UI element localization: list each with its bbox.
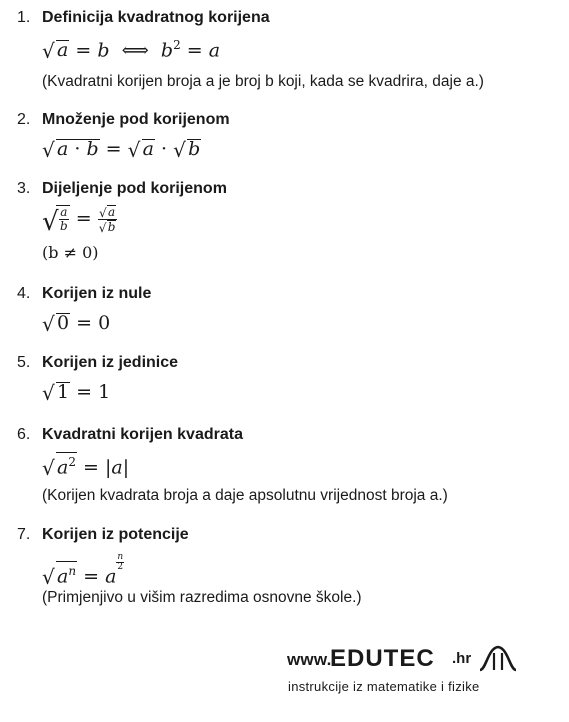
item-title: Definicija kvadratnog korijena [42,9,270,26]
item-note: (Kvadratni korijen broja a je broj b koji, kada se kvadrira, daje a.) [42,73,484,90]
item-number: 2. [17,111,31,128]
item-note: (Primjenjivo u višim razredima osnovne škole.) [42,589,362,606]
brand-tagline: instrukcije iz matematike i fizike [288,679,480,694]
bell-curve-logo-icon [478,644,518,672]
item-title: Kvadratni korijen kvadrata [42,426,243,443]
brand-tld: .hr [452,650,472,667]
formula: √ a · b = √ a · √ b [42,138,201,162]
formula: √ $a^n = a$ $^{\frac{n}{2}}$ [42,552,124,590]
brand-www: www. [287,650,332,669]
item-title: Korijen iz potencije [42,526,189,543]
formula: √ $\frac{a}{b}$ = √ a √ b [42,205,116,237]
brand-name: EDUTEC [330,645,435,672]
item-number: 6. [17,426,31,443]
item-note: (Korijen kvadrata broja a daje apsolutnu vrijednost broja a.) [42,487,448,504]
item-number: 4. [17,285,31,302]
item-number: 3. [17,180,31,197]
item-title: Dijeljenje pod korijenom [42,180,227,197]
item-number: 5. [17,354,31,371]
item-number: 1. [17,9,31,26]
formula: √ 0 = 0 [42,312,111,336]
item-title: Množenje pod korijenom [42,111,230,128]
item-title: Korijen iz jedinice [42,354,179,371]
formula: √ 1 = 1 [42,381,111,405]
item-number: 7. [17,526,31,543]
item-title: Korijen iz nule [42,285,152,302]
formula: √ $a^2 = |a|$ [42,452,129,478]
formula: √ a = b ⟺ $b^2 = a$ [42,38,221,64]
item-note: (b ≠ 0) [42,243,99,262]
